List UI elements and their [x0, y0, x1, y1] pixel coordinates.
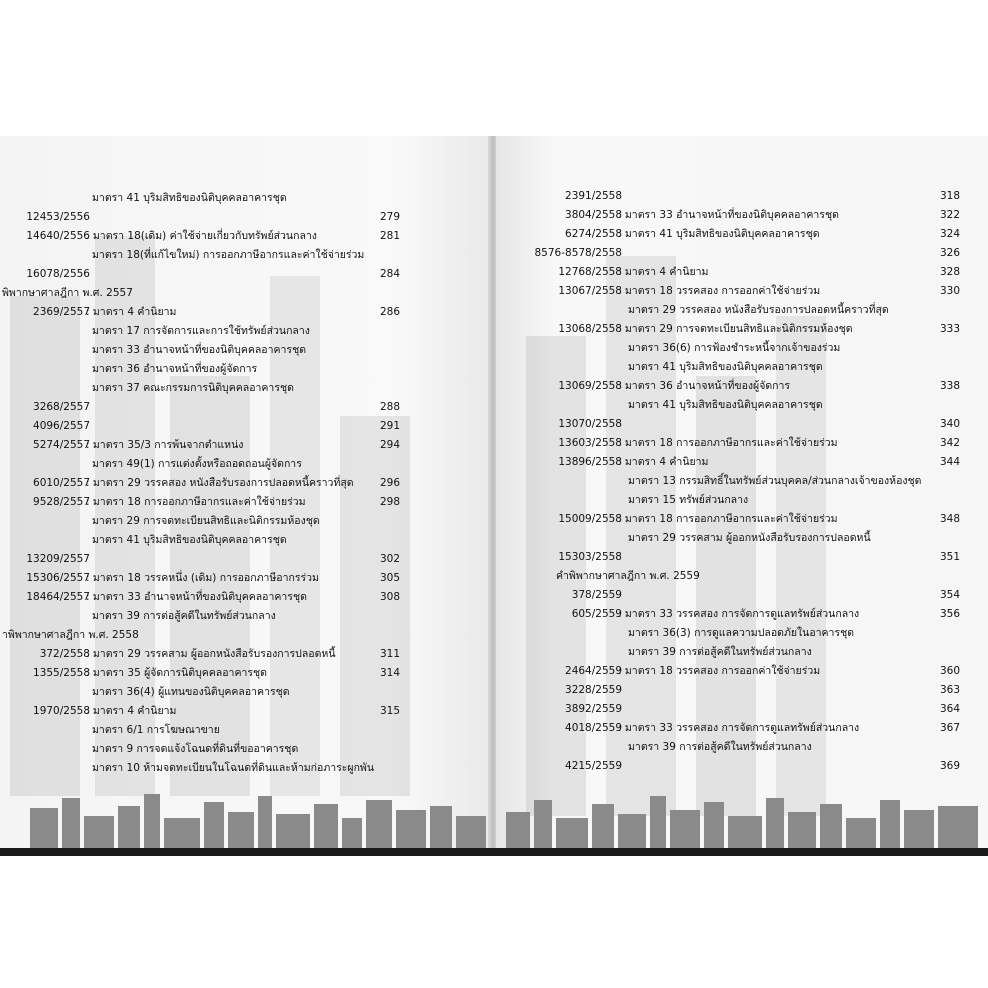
section-text: : มาตรา 18 วรรคสอง การออกค่าใช้จ่ายร่วม: [618, 665, 821, 677]
section-text: : มาตรา 29 วรรคสอง หนังสือรับรองการปลอดหนี้คราวที่สุด: [86, 477, 354, 489]
year-heading: าพิพากษาศาลฎีกา พ.ศ. 2558: [2, 629, 139, 641]
page-number: 338: [939, 380, 960, 392]
page-number: 314: [379, 667, 400, 679]
page-number: 286: [379, 306, 400, 318]
section-text: : มาตรา 18 การออกภาษีอากรและค่าใช้จ่ายร่วม: [86, 496, 306, 508]
case-number: 13069/2558: [558, 380, 622, 392]
case-number: 8576-8578/2558: [534, 247, 622, 259]
case-number: 14640/2556: [26, 230, 90, 242]
index-row: [0, 608, 492, 624]
index-row: [0, 361, 492, 377]
case-number: 4018/2559: [565, 722, 622, 734]
index-row: [496, 416, 988, 432]
section-text: มาตรา 49(1) การแต่งตั้งหรือถอดถอนผู้จัดการ: [92, 458, 302, 470]
index-row: [0, 266, 492, 282]
index-row: [0, 494, 492, 510]
section-text: มาตรา 10 ห้ามจดทะเบียนในโฉนดที่ดินและห้ามก่อภาระผูกพัน: [92, 762, 375, 774]
index-row: [496, 473, 988, 489]
index-row: [496, 663, 988, 679]
index-row: [496, 283, 988, 299]
case-number: 15009/2558: [558, 513, 622, 525]
section-text: มาตรา 41 บุริมสิทธิของนิติบุคคลอาคารชุด: [628, 361, 823, 373]
section-text: : มาตรา 4 คำนิยาม: [86, 705, 177, 717]
index-row: [0, 399, 492, 415]
section-text: : มาตรา 4 คำนิยาม: [618, 456, 709, 468]
index-row: [496, 625, 988, 641]
page-number: 364: [939, 703, 960, 715]
page-number: 354: [939, 589, 960, 601]
section-text: มาตรา 13 กรรมสิทธิ์ในทรัพย์ส่วนบุคคล/ส่วนกลางเจ้าของห้องชุด: [628, 475, 922, 487]
section-text: มาตรา 37 คณะกรรมการนิติบุคคลอาคารชุด: [92, 382, 294, 394]
section-text: : มาตรา 4 คำนิยาม: [86, 306, 177, 318]
case-number: 3268/2557: [33, 401, 90, 413]
case-number: 2369/2557: [33, 306, 90, 318]
index-row: [496, 245, 988, 261]
case-number: 4215/2559: [565, 760, 622, 772]
index-row: [0, 323, 492, 339]
index-row: [496, 454, 988, 470]
index-row: [0, 703, 492, 719]
page-number: 363: [939, 684, 960, 696]
page-number: 281: [379, 230, 400, 242]
case-number: 12453/2556: [26, 211, 90, 223]
case-number: 605/2559: [571, 608, 622, 620]
case-number: 3892/2559: [565, 703, 622, 715]
index-row: [0, 437, 492, 453]
page-number: 360: [939, 665, 960, 677]
page-number: 308: [379, 591, 400, 603]
index-row: [496, 321, 988, 337]
section-text: มาตรา 36 อำนาจหน้าที่ของผู้จัดการ: [92, 363, 258, 375]
case-number: 9528/2557: [33, 496, 90, 508]
index-row: [496, 606, 988, 622]
section-text: มาตรา 36(4) ผู้แทนของนิติบุคคลอาคารชุด: [92, 686, 290, 698]
section-text: : มาตรา 35/3 การพ้นจากตำแหน่ง: [86, 439, 244, 451]
page-number: 279: [379, 211, 400, 223]
case-number: 13209/2557: [26, 553, 90, 565]
case-number: 3228/2559: [565, 684, 622, 696]
index-row: [0, 532, 492, 548]
page-number: 294: [379, 439, 400, 451]
index-row: [0, 741, 492, 757]
section-text: : มาตรา 18 การออกภาษีอากรและค่าใช้จ่ายร่วม: [618, 437, 838, 449]
section-text: มาตรา 41 บุริมสิทธิของนิติบุคคลอาคารชุด: [628, 399, 823, 411]
index-row: [496, 359, 988, 375]
page-number: 367: [939, 722, 960, 734]
page-number: 340: [939, 418, 960, 430]
section-text: มาตรา 39 การต่อสู้คดีในทรัพย์ส่วนกลาง: [92, 610, 276, 622]
index-row: [496, 207, 988, 223]
case-number: 6274/2558: [565, 228, 622, 240]
index-row: [496, 378, 988, 394]
section-text: : มาตรา 41 บุริมสิทธิของนิติบุคคลอาคารชุด: [618, 228, 820, 240]
section-text: : มาตรา 29 วรรคสาม ผู้ออกหนังสือรับรองการปลอดหนี้: [86, 648, 336, 660]
page-number: 322: [939, 209, 960, 221]
index-row: [496, 644, 988, 660]
case-number: 13896/2558: [558, 456, 622, 468]
section-text: มาตรา 18(ที่แก้ไขใหม่) การออกภาษีอากรและค่าใช้จ่ายร่วม: [92, 249, 365, 261]
section-text: : มาตรา 29 การจดทะเบียนสิทธิและนิติกรรมห้องชุด: [618, 323, 853, 335]
page-number: 356: [939, 608, 960, 620]
case-number: 1970/2558: [33, 705, 90, 717]
section-text: : มาตรา 33 วรรคสอง การจัดการดูแลทรัพย์ส่วนกลาง: [618, 608, 860, 620]
index-row: [0, 589, 492, 605]
section-text: : มาตรา 33 วรรคสอง การจัดการดูแลทรัพย์ส่วนกลาง: [618, 722, 860, 734]
section-text: : มาตรา 4 คำนิยาม: [618, 266, 709, 278]
index-row: [0, 228, 492, 244]
section-text: : มาตรา 18 วรรคหนึ่ง (เดิม) การออกภาษีอากรร่วม: [86, 572, 319, 584]
index-row: [496, 739, 988, 755]
book-bottom-edge: [0, 848, 988, 856]
case-number: 16078/2556: [26, 268, 90, 280]
year-heading: คำพิพากษาศาลฎีกา พ.ศ. 2559: [556, 570, 700, 582]
case-number: 1355/2558: [33, 667, 90, 679]
index-row: [0, 304, 492, 320]
index-row: [496, 397, 988, 413]
index-row: [496, 226, 988, 242]
case-number: 4096/2557: [33, 420, 90, 432]
case-number: 3804/2558: [565, 209, 622, 221]
index-row: [0, 665, 492, 681]
page-number: 288: [379, 401, 400, 413]
index-row: [0, 190, 492, 206]
case-number: 13067/2558: [558, 285, 622, 297]
case-number: 13070/2558: [558, 418, 622, 430]
section-text: : มาตรา 33 อำนาจหน้าที่ของนิติบุคคลอาคารชุด: [618, 209, 839, 221]
index-row: [0, 513, 492, 529]
page-number: 330: [939, 285, 960, 297]
section-text: มาตรา 33 อำนาจหน้าที่ของนิติบุคคลอาคารชุด: [92, 344, 307, 356]
index-row: [496, 701, 988, 717]
page-number: 302: [379, 553, 400, 565]
section-text: : มาตรา 18 วรรคสอง การออกค่าใช้จ่ายร่วม: [618, 285, 821, 297]
index-row: [496, 720, 988, 736]
section-text: มาตรา 36(3) การดูแลความปลอดภัยในอาคารชุด: [628, 627, 855, 639]
page-number: 326: [939, 247, 960, 259]
section-text: มาตรา 17 การจัดการและการใช้ทรัพย์ส่วนกลาง: [92, 325, 310, 337]
page-number: 369: [939, 760, 960, 772]
section-text: : มาตรา 33 อำนาจหน้าที่ของนิติบุคคลอาคารชุด: [86, 591, 307, 603]
page-number: 291: [379, 420, 400, 432]
index-row: [0, 456, 492, 472]
page-number: 328: [939, 266, 960, 278]
year-heading: พิพากษาศาลฎีกา พ.ศ. 2557: [2, 287, 133, 299]
case-number: 378/2559: [571, 589, 622, 601]
index-row: [0, 209, 492, 225]
section-text: มาตรา 39 การต่อสู้คดีในทรัพย์ส่วนกลาง: [628, 646, 812, 658]
section-text: : มาตรา 18(เดิม) ค่าใช้จ่ายเกี่ยวกับทรัพย์ส่วนกลาง: [86, 230, 317, 242]
page-number: 344: [939, 456, 960, 468]
page-number: 318: [939, 190, 960, 202]
case-number: 372/2558: [39, 648, 90, 660]
index-row: [0, 342, 492, 358]
case-number: 18464/2557: [26, 591, 90, 603]
city-skyline-icon: [496, 788, 988, 848]
case-number: 13068/2558: [558, 323, 622, 335]
section-text: : มาตรา 35 ผู้จัดการนิติบุคคลอาคารชุด: [86, 667, 267, 679]
page-number: 348: [939, 513, 960, 525]
right-page: [496, 136, 988, 852]
index-row: [496, 340, 988, 356]
index-row: [496, 530, 988, 546]
section-text: มาตรา 6/1 การโฆษณาขาย: [92, 724, 220, 736]
section-text: มาตรา 39 การต่อสู้คดีในทรัพย์ส่วนกลาง: [628, 741, 812, 753]
index-row: [0, 760, 492, 776]
index-row: [496, 682, 988, 698]
section-text: มาตรา 41 บุริมสิทธิของนิติบุคคลอาคารชุด: [92, 534, 287, 546]
case-number: 15303/2558: [558, 551, 622, 563]
index-row: [0, 684, 492, 700]
index-row: [0, 722, 492, 738]
case-number: 5274/2557: [33, 439, 90, 451]
index-row: [496, 435, 988, 451]
case-number: 2391/2558: [565, 190, 622, 202]
page-number: 298: [379, 496, 400, 508]
case-number: 2464/2559: [565, 665, 622, 677]
index-row: [0, 551, 492, 567]
page-number: 311: [379, 648, 400, 660]
index-row: [0, 646, 492, 662]
section-text: มาตรา 9 การจดแจ้งโฉนดที่ดินที่ขออาคารชุด: [92, 743, 299, 755]
index-row: [0, 570, 492, 586]
index-row: [496, 587, 988, 603]
open-book: [0, 136, 988, 856]
case-number: 15306/2557: [26, 572, 90, 584]
page-number: 315: [379, 705, 400, 717]
page-number: 333: [939, 323, 960, 335]
case-number: 13603/2558: [558, 437, 622, 449]
section-text: มาตรา 15 ทรัพย์ส่วนกลาง: [628, 494, 749, 506]
left-page: [0, 136, 492, 852]
section-text: มาตรา 41 บุริมสิทธิของนิติบุคคลอาคารชุด: [92, 192, 287, 204]
index-row: [0, 247, 492, 263]
page-number: 342: [939, 437, 960, 449]
index-row: [496, 511, 988, 527]
index-row: [496, 492, 988, 508]
index-row: [496, 758, 988, 774]
index-row: [0, 418, 492, 434]
page-number: 296: [379, 477, 400, 489]
section-text: มาตรา 29 วรรคสอง หนังสือรับรองการปลอดหนี้คราวที่สุด: [628, 304, 889, 316]
section-text: : มาตรา 36 อำนาจหน้าที่ของผู้จัดการ: [618, 380, 791, 392]
section-text: มาตรา 36(6) การฟ้องชำระหนี้จากเจ้าของร่วม: [628, 342, 841, 354]
page-number: 284: [379, 268, 400, 280]
index-row: [496, 302, 988, 318]
page-number: 305: [379, 572, 400, 584]
index-row: [496, 188, 988, 204]
index-row: [496, 549, 988, 565]
page-number: 351: [939, 551, 960, 563]
page-number: 324: [939, 228, 960, 240]
case-number: 12768/2558: [558, 266, 622, 278]
section-text: มาตรา 29 วรรคสาม ผู้ออกหนังสือรับรองการปลอดหนี้: [628, 532, 871, 544]
index-row: [0, 475, 492, 491]
city-skyline-icon: [0, 788, 492, 848]
section-text: มาตรา 29 การจดทะเบียนสิทธิและนิติกรรมห้องชุด: [92, 515, 320, 527]
index-row: [496, 264, 988, 280]
section-text: : มาตรา 18 การออกภาษีอากรและค่าใช้จ่ายร่วม: [618, 513, 838, 525]
index-row: [0, 380, 492, 396]
case-number: 6010/2557: [33, 477, 90, 489]
